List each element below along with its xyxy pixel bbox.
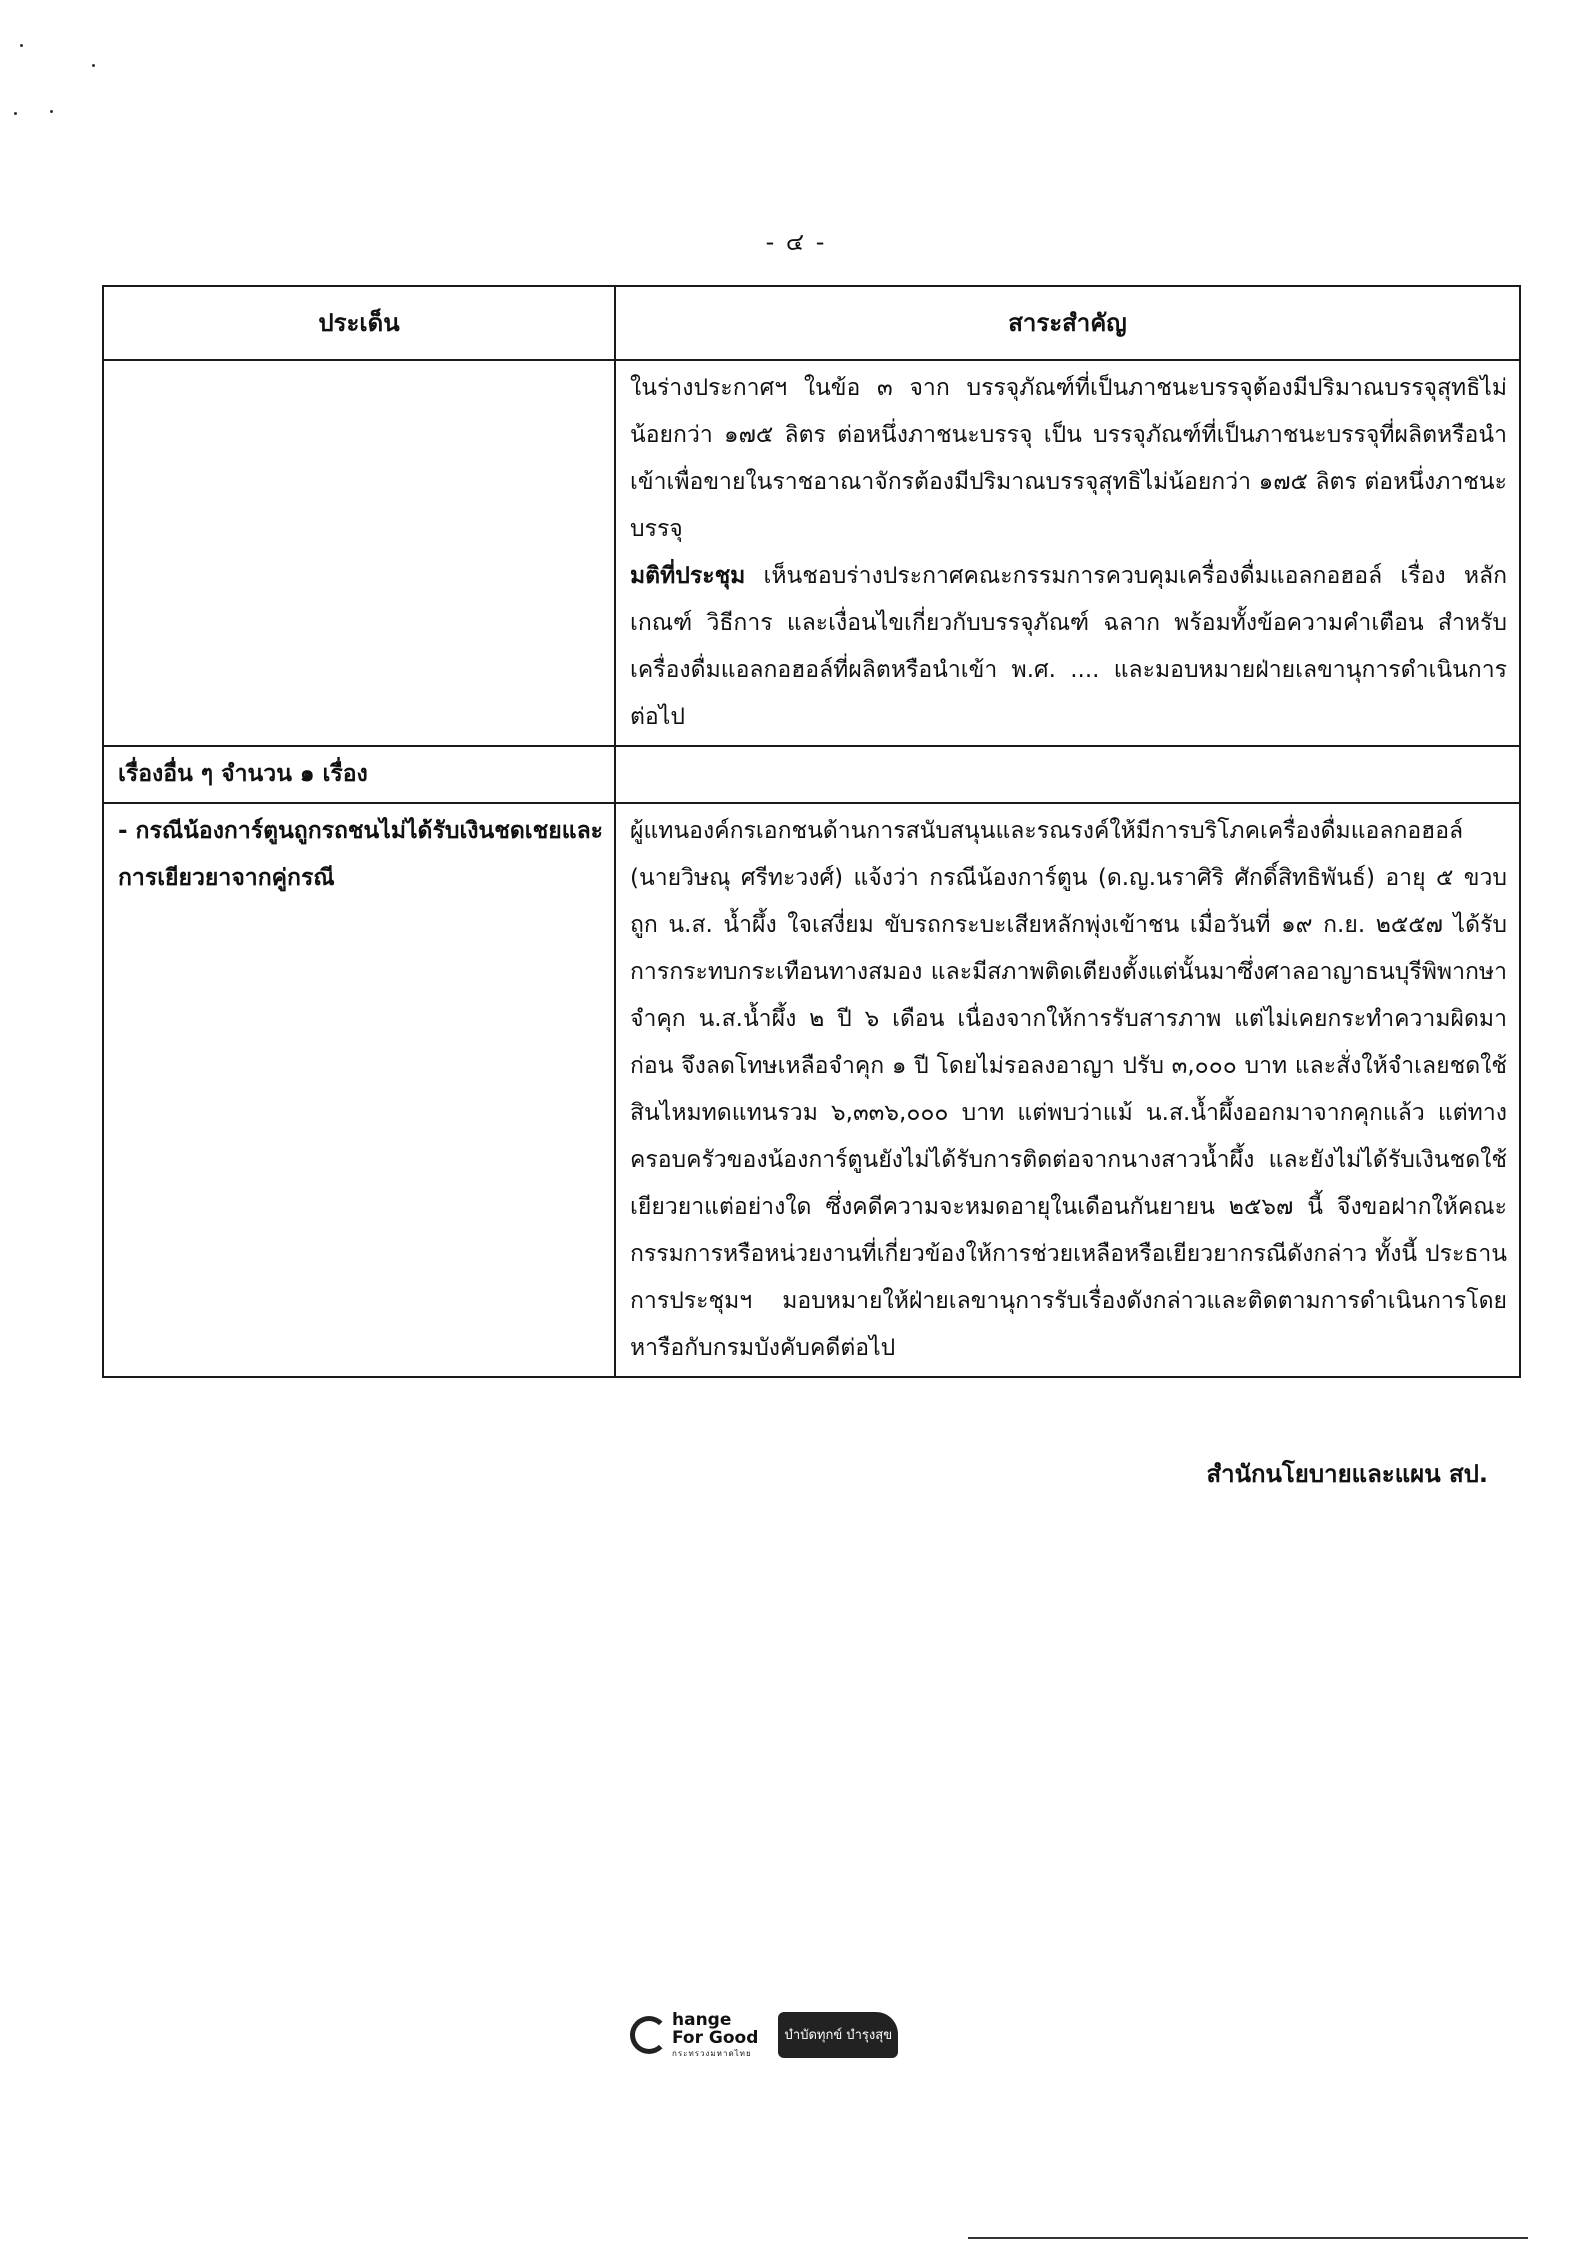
change-for-good-c-icon bbox=[630, 2016, 668, 2054]
issuing-office: สำนักนโยบายและแผน สป. bbox=[1206, 1460, 1488, 1488]
issue-cell: เรื่องอื่น ๆ จำนวน ๑ เรื่อง bbox=[103, 746, 615, 803]
change-for-good-wordmark bbox=[672, 2011, 758, 2060]
meeting-summary-table bbox=[102, 285, 1521, 1378]
scan-speck bbox=[50, 110, 53, 113]
table-header-row bbox=[103, 286, 1520, 360]
scan-speck bbox=[20, 44, 23, 47]
issue-cell: - กรณีน้องการ์ตูนถูกรถชนไม่ได้รับเงินชดเชยและการเยียวยาจากคู่กรณี bbox=[103, 803, 615, 1377]
footer-logos bbox=[630, 2000, 970, 2070]
logo-sub: กระทรวงมหาดไทย bbox=[672, 2048, 752, 2058]
summary-cell bbox=[615, 746, 1520, 803]
change-for-good-logo bbox=[630, 2011, 758, 2060]
scan-speck bbox=[92, 64, 95, 67]
page-number: - ๔ - bbox=[765, 228, 827, 256]
summary-cell: ผู้แทนองค์กรเอกชนด้านการสนับสนุนและรณรงค์ให้มีการบริโภคเครื่องดื่มแอลกอฮอล์ (นายวิษณุ ศรีทะวงศ์) แจ้งว่า กรณีน้องการ์ตูน (ด.ญ.นราศิริ ศักดิ์สิทธิพันธ์) อายุ ๕ ขวบ ถูก น.ส. น้ำผึ้ง ใจเสงี่ยม ขับรถกระบะเสียหลักพุ่งเข้าชน เมื่อวันที่ ๑๙ ก.ย. ๒๕๕๗ ได้รับการกระทบกระเทือนทางสมอง และมีสภาพติดเตียงตั้งแต่นั้นมาซึ่งศาลอาญาธนบุรีพิพากษาจำคุก น.ส.น้ำผึ้ง ๒ ปี ๖ เดือน เนื่องจากให้การรับสารภาพ แต่ไม่เคยกระทำความผิดมาก่อน จึงลดโทษเหลือจำคุก ๑ ปี โดยไม่รอลงอาญา ปรับ ๓,๐๐๐ บาท และสั่งให้จำเลยชดใช้สินไหมทดแทนรวม ๖,๓๓๖,๐๐๐ บาท แต่พบว่าแม้ น.ส.น้ำผึ้งออกมาจากคุกแล้ว แต่ทางครอบครัวของน้องการ์ตูนยังไม่ได้รับการติดต่อจากนางสาวน้ำผึ้ง และยังไม่ได้รับเงินชดใช้เยียวยาแต่อย่างใด ซึ่งคดีความจะหมดอายุในเดือนกันยายน ๒๕๖๗ นี้ จึงขอฝากให้คณะกรรมการหรือหน่วยงานที่เกี่ยวข้องให้การช่วยเหลือหรือเยียวยากรณีดังกล่าว ทั้งนี้ ประธานการประชุมฯ มอบหมายให้ฝ่ายเลขานุการรับเรื่องดังกล่าวและติดตามการดำเนินการโดยหารือกับกรมบังคับคดีต่อไป bbox=[615, 803, 1520, 1377]
logo-line2: For Good bbox=[672, 2027, 759, 2048]
issue-cell bbox=[103, 360, 615, 746]
header-issue: ประเด็น bbox=[103, 286, 615, 360]
summary-cell bbox=[615, 360, 1520, 746]
table-row bbox=[103, 360, 1520, 746]
summary-paragraph: ในร่างประกาศฯ ในข้อ ๓ จาก บรรจุภัณฑ์ที่เป็นภาชนะบรรจุต้องมีปริมาณบรรจุสุทธิไม่น้อยกว่า ๑๗๕ ลิตร ต่อหนึ่งภาชนะบรรจุ เป็น บรรจุภัณฑ์ที่เป็นภาชนะบรรจุที่ผลิตหรือนำเข้าเพื่อขายในราชอาณาจักรต้องมีปริมาณบรรจุสุทธิไม่น้อยกว่า ๑๗๕ ลิตร ต่อหนึ่งภาชนะบรรจุ bbox=[630, 375, 1507, 542]
resolution-label: มติที่ประชุม bbox=[630, 563, 746, 589]
resolution-text: เห็นชอบร่างประกาศคณะกรรมการควบคุมเครื่องดื่มแอลกอฮอล์ เรื่อง หลักเกณฑ์ วิธีการ และเงื่อนไขเกี่ยวกับบรรจุภัณฑ์ ฉลาก พร้อมทั้งข้อความคำเตือน สำหรับเครื่องดื่มแอลกอฮอล์ที่ผลิตหรือนำเข้า พ.ศ. .... และมอบหมายฝ่ายเลขานุการดำเนินการต่อไป bbox=[630, 563, 1507, 730]
table-row bbox=[103, 803, 1520, 1377]
resolution-paragraph bbox=[630, 553, 1507, 741]
scan-speck bbox=[14, 112, 17, 115]
table-row bbox=[103, 746, 1520, 803]
header-summary: สาระสำคัญ bbox=[615, 286, 1520, 360]
bottom-rule-line bbox=[968, 2237, 1528, 2239]
logo-line1: hange bbox=[672, 2009, 732, 2030]
moph-slogan-logo: บำบัดทุกข์ บำรุงสุข bbox=[778, 2012, 898, 2058]
